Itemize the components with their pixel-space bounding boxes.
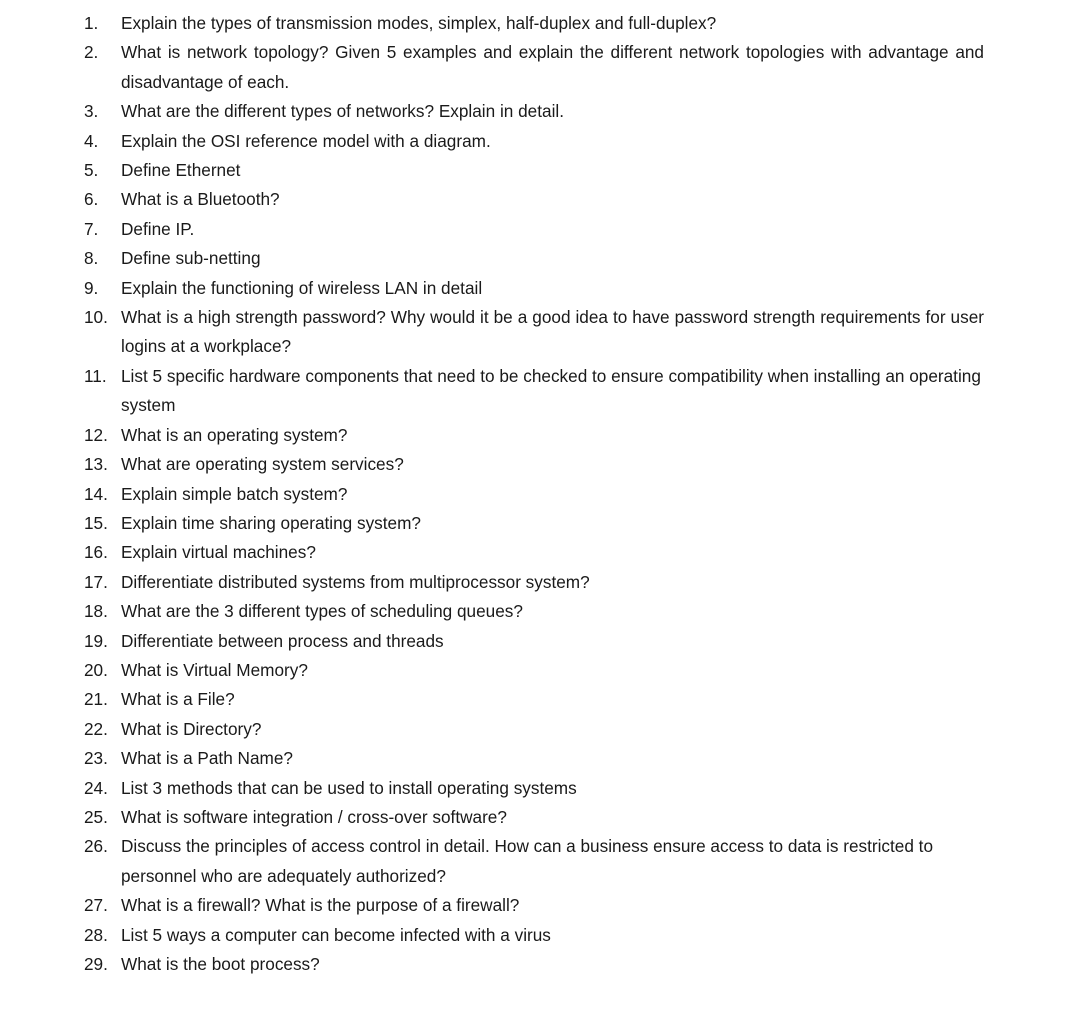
item-number: 19. [84,630,108,651]
list-item [84,627,984,656]
question-text: What are the 3 different types of scheduling queues? [121,601,523,622]
item-number: 13. [84,454,108,475]
item-number: 8. [84,248,99,269]
item-number: 14. [84,483,108,504]
list-item [84,97,984,126]
list-item [84,38,984,97]
question-text: What is network topology? Given 5 examples and explain the different network topologies with advantage and disadvantage of each. [121,42,984,92]
question-text: List 5 ways a computer can become infected with a virus [121,924,551,945]
item-number: 27. [84,895,108,916]
list-item [84,891,984,920]
list-item [84,303,984,362]
question-text: What is Directory? [121,718,262,739]
question-text: What is a Path Name? [121,748,293,769]
item-number: 29. [84,954,108,974]
item-number: 26. [84,836,108,857]
item-number: 10. [84,307,108,328]
question-text: Differentiate between process and threads [121,630,444,651]
item-number: 9. [84,277,99,298]
question-text: What is a firewall? What is the purpose of a firewall? [121,895,520,916]
list-item [84,185,984,214]
question-text: What is software integration / cross-over software? [121,806,507,827]
item-number: 1. [84,13,99,33]
question-text: Define sub-netting [121,248,261,269]
list-item [84,127,984,156]
question-text: What is Virtual Memory? [121,659,308,680]
question-text: What is the boot process? [121,954,320,974]
item-number: 17. [84,571,108,592]
item-number: 24. [84,777,108,798]
question-text: Explain virtual machines? [121,542,316,563]
list-item [84,509,984,538]
question-text: What are operating system services? [121,454,404,475]
item-number: 12. [84,424,108,445]
list-item [84,832,984,891]
question-text: What are the different types of networks? Explain in detail. [121,101,564,122]
item-number: 21. [84,689,108,710]
item-number: 5. [84,160,99,181]
question-text: What is a Bluetooth? [121,189,280,210]
item-number: 2. [84,42,99,63]
list-item [84,921,984,950]
question-text: Differentiate distributed systems from multiprocessor system? [121,571,590,592]
list-item [84,362,984,421]
question-text: Explain the functioning of wireless LAN in detail [121,277,483,298]
item-number: 7. [84,218,99,239]
question-text: What is a File? [121,689,235,710]
question-text: Define IP. [121,218,195,239]
question-text: List 5 specific hardware components that need to be checked to ensure compatibility when installing an operating system [121,365,981,416]
list-item [84,421,984,450]
item-number: 25. [84,806,108,827]
question-list [84,9,984,979]
question-text: Explain the OSI reference model with a diagram. [121,130,491,151]
list-item [84,744,984,773]
list-item [84,538,984,567]
question-text: What is a high strength password? Why would it be a good idea to have password strength requirements for user logins at a workplace? [121,307,984,357]
list-item [84,244,984,273]
item-number: 22. [84,718,108,739]
item-number: 4. [84,130,99,151]
item-number: 3. [84,101,99,122]
item-number: 23. [84,748,108,769]
item-number: 16. [84,542,108,563]
list-item [84,774,984,803]
item-number: 18. [84,601,108,622]
list-item [84,480,984,509]
list-item [84,685,984,714]
list-item [84,656,984,685]
item-number: 28. [84,924,108,945]
list-item [84,568,984,597]
item-number: 15. [84,512,108,533]
item-number: 6. [84,189,99,210]
item-number: 20. [84,659,108,680]
question-text: What is an operating system? [121,424,348,445]
list-item [84,803,984,832]
list-item [84,156,984,185]
question-text: Define Ethernet [121,160,241,181]
list-item [84,215,984,244]
question-text: Explain time sharing operating system? [121,512,421,533]
question-text: Explain simple batch system? [121,483,348,504]
list-item [84,597,984,626]
list-item [84,950,984,979]
item-number: 11. [84,365,107,386]
question-text: Explain the types of transmission modes, simplex, half-duplex and full-duplex? [121,13,717,33]
list-item [84,715,984,744]
list-item [84,9,984,38]
list-item [84,274,984,303]
question-text: List 3 methods that can be used to install operating systems [121,777,577,798]
list-item [84,450,984,479]
question-text: Discuss the principles of access control in detail. How can a business ensure access to data is restricted to personnel who are adequately authorized? [121,836,934,886]
